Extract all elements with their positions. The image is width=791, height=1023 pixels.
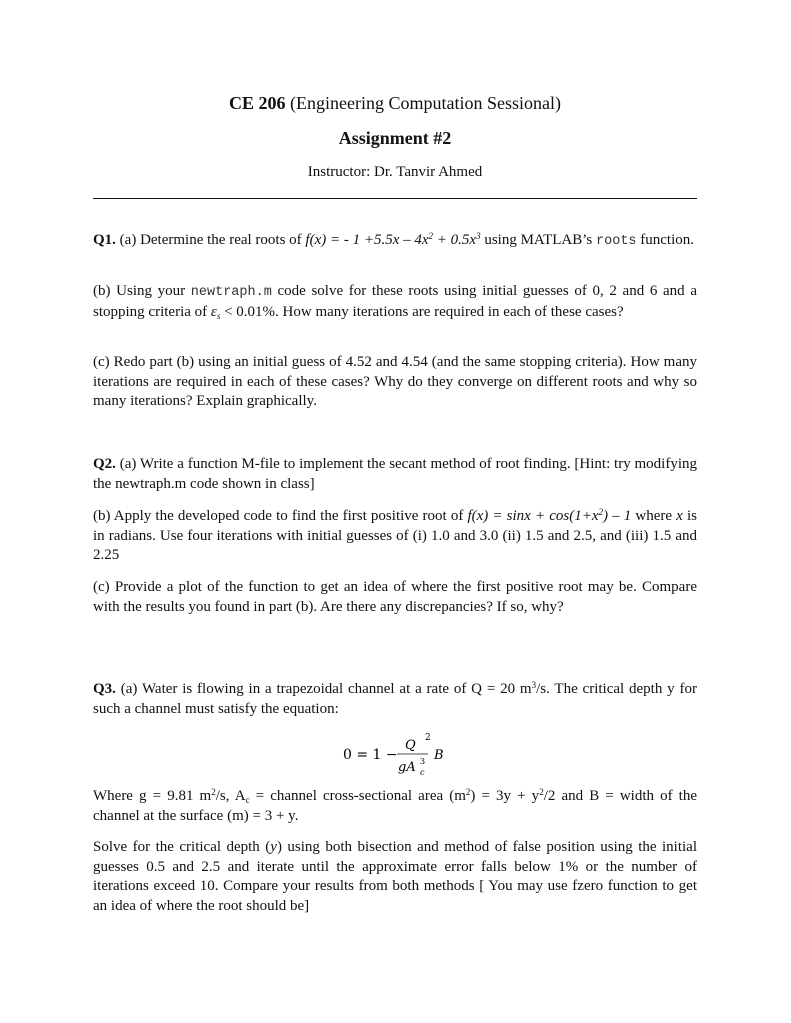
critical-depth-equation: [340, 728, 460, 778]
course-name: (Engineering Computation Sessional): [290, 93, 561, 113]
eq-lhs: 0 = 1 −: [343, 747, 398, 763]
roots-code: roots: [596, 234, 637, 249]
x-variable: x: [676, 508, 683, 524]
eq-rhs: B: [434, 748, 444, 763]
assignment-title: Assignment #2: [338, 128, 452, 148]
instructor-line: Instructor: Dr. Tanvir Ahmed: [307, 164, 483, 180]
q2-part-c: (c) Provide a plot of the function to get an idea of where the first positive root may be. Compare with the results you found in part (b). Are there any discrepancies? If so, why?: [93, 579, 697, 615]
eq-denominator: gA: [398, 760, 416, 775]
eq-numerator: Q: [405, 738, 416, 753]
q3-where: Where g = 9.81 $m^2/s$, $A_c$ = channel cross-sectional area $(m^2) = 3y + y^2/2$ and B = width of the channel at the surface (m) = 3 + y.: [93, 787, 698, 824]
q2-part-a: [93, 455, 697, 494]
q1b-text-2: code solve for these roots using initial guesses of 0, 2 and 6 and a stopping criteria of: [93, 283, 697, 320]
q3a-exponent: 3: [531, 680, 537, 690]
header-divider: [93, 198, 697, 199]
eq-exponent: 2: [425, 733, 431, 743]
q1-label: Q1.: [93, 232, 116, 248]
q1a-text-1: (a) Determine the real roots of: [119, 232, 306, 248]
q2b-text-3: is in radians. Use four iterations with initial guesses of (i) 1.0 and 3.0 (ii) 1.5 and 2.5, and (iii) 1.5 and 2.25: [93, 508, 697, 563]
q2-label: Q2.: [93, 456, 116, 472]
course-code: CE 206: [229, 93, 286, 113]
q3-label: Q3.: [93, 681, 116, 697]
q1-function: f(x) = - $1 +5.5x - 4x^2 + 0.5x^3$: [305, 231, 481, 248]
q3a-text-2: /s. The critical depth y for such a channel must satisfy the equation:: [93, 681, 697, 717]
q2a-text: (a) Write a function M-file to implement the secant method of root finding. [Hint: try modifying the newtraph.m code shown in class]: [93, 456, 698, 492]
q3-solve: Solve for the critical depth (y) using both bisection and method of false position using the initial guesses 0.5 and 2.5 and iterate until the approximate error falls below 1% or the number of iterations exceed 10. Compare your results from both methods [ You may use fzero function to get an idea of where the root should be]: [93, 839, 697, 914]
q3a-text-1: (a) Water is flowing in a trapezoidal channel at a rate of Q = 20 m: [120, 681, 532, 697]
q1b-text-3: < 0.01%. How many iterations are required in each of these cases?: [220, 303, 624, 320]
q1-part-b: [93, 282, 697, 322]
eq-den-sub: c: [420, 768, 425, 777]
q1-part-a: [93, 231, 697, 252]
q1-part-c: (c) Redo part (b) using an initial guess of 4.52 and 4.54 (and the same stopping criteria). How many iterations are required in each of these cases? Why do they converge on different roots and why so many iterations? Explain graphically.: [93, 354, 697, 409]
newtraph-code: newtraph.m: [190, 285, 272, 300]
course-title: [93, 93, 697, 114]
q1a-text-3: function.: [636, 232, 695, 248]
q1a-text-2: using MATLAB’s: [480, 232, 597, 248]
q2-part-b: [93, 507, 697, 566]
epsilon-symbol: $\varepsilon_s$: [210, 303, 221, 321]
eq-den-sup: 3: [420, 757, 426, 766]
q3-part-a: [93, 680, 697, 719]
q1b-text-1: (b) Using your: [93, 283, 191, 299]
q2-function: $f(x) = \sin x + \cos(1+x^2) - 1$: [467, 507, 632, 524]
y-variable: y: [270, 839, 277, 855]
q2b-text-2: where: [631, 508, 677, 524]
q2b-text-1: (b) Apply the developed code to find the first positive root of: [93, 508, 468, 524]
